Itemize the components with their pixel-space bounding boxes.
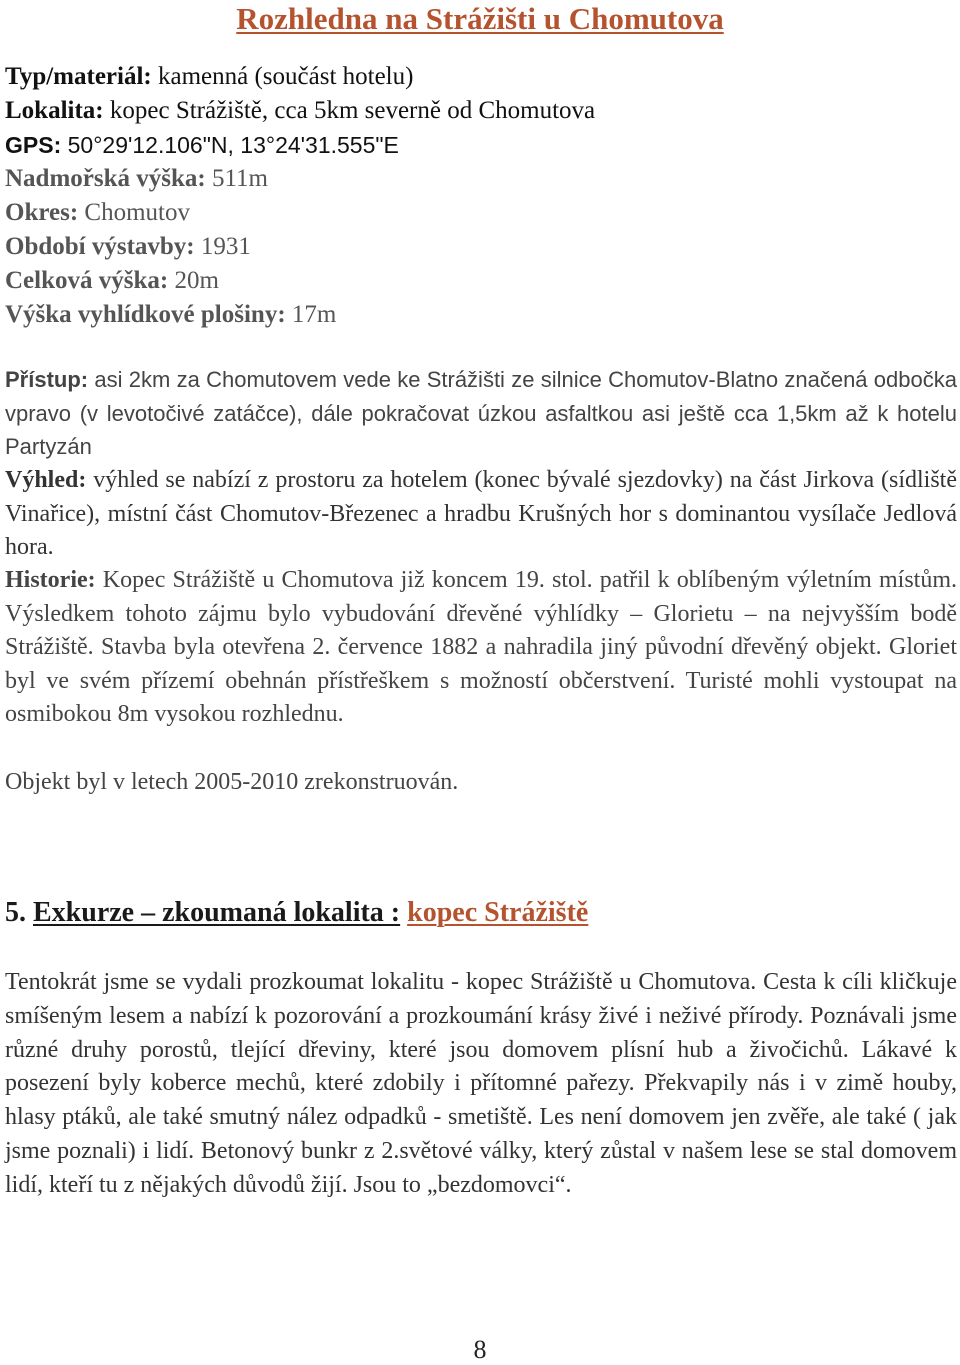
info-value: kamenná (součást hotelu) — [151, 63, 414, 90]
reconstruction-note: Objekt byl v letech 2005-2010 zrekonstruován. — [5, 769, 459, 795]
page-title-text: Rozhledna na Strážišti u Chomutova — [236, 1, 724, 36]
info-value: 511m — [205, 165, 269, 192]
info-total-height — [5, 264, 955, 298]
info-value: 50°29'12.106"N, 13°24'31.555"E — [61, 132, 399, 158]
info-label: Lokalita: — [5, 97, 104, 124]
info-label: Nadmořská výška: — [5, 165, 206, 192]
page-number: 8 — [473, 1335, 487, 1364]
section-title-accent: kopec Strážiště — [407, 897, 589, 928]
info-construction-period — [5, 230, 955, 264]
info-location — [5, 94, 955, 128]
tower-info-list — [5, 60, 955, 332]
info-altitude — [5, 162, 955, 196]
info-label: Okres: — [5, 199, 79, 226]
info-label: Typ/materiál: — [5, 63, 152, 90]
access-label: Přístup: — [5, 367, 89, 392]
info-gps — [5, 128, 955, 162]
access-paragraph — [5, 363, 957, 464]
view-paragraph — [5, 464, 957, 565]
info-label: Výška vyhlídkové plošiny: — [5, 301, 286, 328]
excursion-paragraph: Tentokrát jsme se vydali prozkoumat lokalitu - kopec Strážiště u Chomutova. Cesta k cíli kličkuje smíšeným lesem a nabízí k pozorování a prozkoumání krásy živé i neživé přírody. Poznávali jsme různé druhy porostů, tlející dřeviny, které jsou domovem plísní hub a živočichů. Lákavé k posezení byly koberce mechů, které zdobily i přítomné pařezy. Překvapily nás i v zimě houby, hlasy ptáků, ale také smutný nález odpadků - smetiště. Les není domovem jen zvěře, ale také ( jak jsme poznali) i lidí. Betonový bunkr z 2.světové války, který zůstal v našem lese se stal domovem lidí, kteří tu z nějakých důvodů žijí. Jsou to „bezdomovci“. — [5, 969, 957, 1198]
info-value: 1931 — [194, 233, 251, 260]
page-title — [0, 0, 960, 38]
history-paragraph — [5, 564, 957, 732]
info-value: 17m — [285, 301, 337, 328]
section-title: Exkurze – zkoumaná lokalita : — [33, 897, 401, 928]
info-label: Období výstavby: — [5, 233, 195, 260]
history-label: Historie: — [5, 567, 96, 593]
info-value: 20m — [168, 267, 219, 294]
access-text: asi 2km za Chomutovem vede ke Strážišti ze silnice Chomutov-Blatno značená odbočka vpravo (v levotočivé zatáčce), dále pokračovat úzkou asfaltkou asi ještě cca 1,5km až k hotelu Partyzán — [5, 367, 957, 460]
view-text: výhled se nabízí z prostoru za hotelem (konec bývalé sjezdovky) na část Jirkova (sídliště Vinařice), místní část Chomutov-Březenec a hradbu Krušných hor s dominantou vysílače Jedlová hora. — [5, 467, 957, 561]
info-district — [5, 196, 955, 230]
section-heading — [5, 895, 588, 931]
history-text: Kopec Strážiště u Chomutova již koncem 19. stol. patřil k oblíbeným výletním místům. Výsledkem tohoto zájmu bylo vybudování dřevěné výhlídky – Glorietu – na nejvyšším bodě Strážiště. Stavba byla otevřena 2. července 1882 a nahradila jiný původní dřevěný objekt. Gloriet byl ve svém přízemí obehnán přístřeškem s možností občerstvení. Turisté mohli vystoupat na osmibokou 8m vysokou rozhlednu. — [5, 567, 957, 728]
info-label: Celková výška: — [5, 267, 169, 294]
info-value: kopec Strážiště, cca 5km severně od Chomutova — [103, 97, 596, 124]
view-label: Výhled: — [5, 467, 87, 493]
info-type — [5, 60, 955, 94]
info-value: Chomutov — [78, 199, 190, 226]
info-label: GPS: — [5, 132, 62, 158]
section-number: 5. — [5, 897, 26, 928]
info-platform-height — [5, 298, 955, 332]
